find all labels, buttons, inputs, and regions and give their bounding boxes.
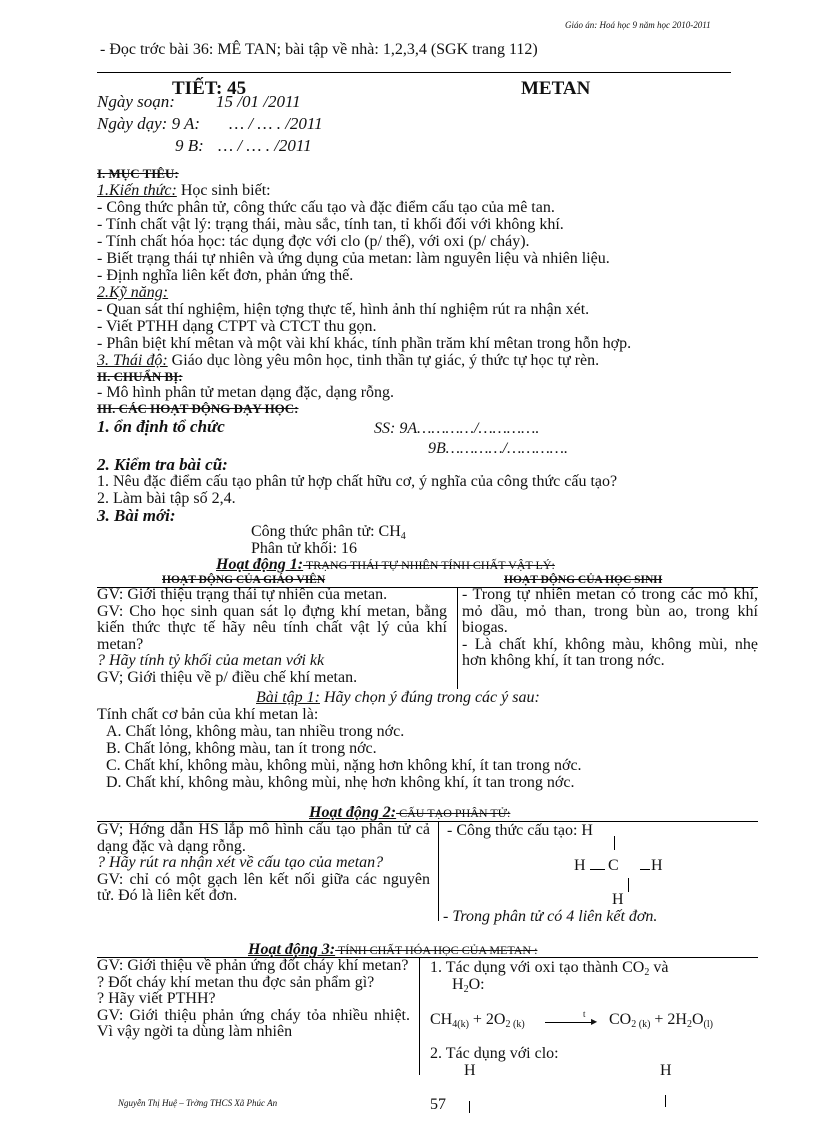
knowledge-line — [97, 182, 271, 199]
atom-c: C — [608, 857, 619, 874]
skills-label: 2.Kỹ năng: — [97, 284, 169, 301]
attendance-9a: SS: 9A…………/…………. — [374, 420, 540, 437]
activities-heading: III. CÁC HOẠT ĐỘNG DẠY HỌC: — [97, 401, 299, 416]
exercise1-option: A. Chất lỏng, không màu, tan nhiều trong nớc. — [106, 723, 405, 740]
activity1-teacher-cell — [97, 587, 447, 686]
reaction-arrow — [545, 1022, 595, 1023]
skills-item: - Phân biệt khí mêtan và một vài khí khác, tính phần trăm khí mêtan trong hỗn hợp. — [97, 335, 632, 352]
attitude-label: 3. Thái độ: — [97, 352, 168, 369]
atom-h: H — [574, 857, 586, 874]
teacher-line: GV; Giới thiệu về p/ điều chế khí metan. — [97, 668, 358, 686]
heat-symbol: t — [583, 1009, 586, 1019]
skills-item: - Quan sát thí nghiệm, hiện tợng thực tế, hình ảnh thí nghiệm rút ra nhận xét. — [97, 301, 590, 318]
knowledge-item: - Công thức phân tử, công thức cấu tạo và đặc điểm cấu tạo của mê tan. — [97, 199, 555, 216]
teacher-line: ? Hãy viết PTHH? — [97, 990, 216, 1007]
attendance-9b: 9B…………/…………. — [428, 440, 569, 457]
knowledge-item: - Tính chất hóa học: tác dụng đợc với clo (p/ thế), với oxi (p/ cháy). — [97, 233, 530, 250]
activity2-heading — [309, 804, 510, 822]
teacher-line: ? Hãy tính tỷ khối của metan với kk — [97, 652, 325, 669]
bond-line — [665, 1095, 666, 1107]
bond-line — [590, 869, 605, 870]
chlorine-reaction-title: 2. Tác dụng với clo: — [430, 1045, 559, 1062]
exercise1-label: Bài tập 1: — [256, 689, 320, 706]
activity1-heading — [216, 556, 555, 574]
teacher-line: ? Đốt cháy khí metan thu đợc sản phẩm gì? — [97, 973, 375, 991]
exercise1-prompt: Hãy chọn ý đúng trong các ý sau: — [320, 689, 540, 706]
column-divider — [457, 587, 458, 689]
oxygen-reaction-product: $H_2O$: — [452, 976, 485, 995]
attitude-text: Giáo dục lòng yêu môn học, tinh thần tự giác, ý thức tự học tự rèn. — [167, 352, 600, 369]
molecular-formula: Công thức phân tử: $CH_4$ — [251, 523, 406, 542]
bond-line — [640, 869, 650, 870]
bond-line — [628, 878, 629, 892]
objectives-heading: I. MỤC TIÊU: — [97, 166, 179, 181]
teach-date-9b: … / … . /2011 — [218, 136, 312, 155]
activity2-label: Hoạt động 2: — [309, 804, 397, 821]
period-number: TIẾT: 45 — [172, 78, 247, 99]
combustion-products: $CO_{2 (k)} + 2H_2O_{(l)}$ — [609, 1011, 713, 1030]
prep-date-label: Ngày soạn: — [97, 92, 175, 111]
exercise1-question: Tính chất cơ bản của khí metan là: — [97, 706, 319, 723]
activity3-title: TÍNH CHẤT HÓA HỌC CỦA METAN : — [335, 943, 538, 957]
prep-date: 15 /01 /2011 — [216, 92, 301, 111]
teacher-line: GV; Hớng dẫn HS lắp mô hình cấu tạo phân tử cả dạng đặc và dạng rỗng. — [97, 821, 430, 855]
section-organization: 1. ổn định tổ chức — [97, 417, 225, 436]
combustion-equation: $CH_{4(k)} + 2O_{2 (k)}$ — [430, 1011, 525, 1030]
knowledge-item: - Tính chất vật lý: trạng thái, màu sắc, tính tan, tỉ khối đối với không khí. — [97, 216, 564, 233]
review-question: 2. Làm bài tập số 2,4. — [97, 490, 236, 507]
teacher-line: GV: Giới thiệu về phản ứng đốt cháy khí metan? — [97, 957, 409, 974]
review-question: 1. Nêu đặc điểm cấu tạo phân tử hợp chất hữu cơ, ý nghĩa của công thức cấu tạo? — [97, 473, 618, 490]
activity3-label: Hoạt động 3: — [248, 941, 336, 958]
activity1-title: TRẠNG THÁI TỰ NHIÊN TÍNH CHẤT VẬT LÝ: — [303, 558, 555, 572]
knowledge-label: 1.Kiến thức: — [97, 182, 177, 199]
teacher-line: GV: chỉ có một gạch lên kết nối giữa các nguyên tử. Đó là liên kết đơn. — [97, 870, 430, 904]
teach-date-label: Ngày dạy: 9 A: — [97, 114, 201, 133]
student-column-header: HOẠT ĐỘNG CỦA HỌC SINH — [504, 574, 663, 586]
skills-item: - Viết PTHH dạng CTPT và CTCT thu gọn. — [97, 318, 377, 335]
bond-line — [614, 836, 615, 850]
activity2-teacher-cell — [97, 822, 430, 905]
column-divider — [419, 957, 420, 1075]
preparation-heading: II. CHUẨN BỊ: — [97, 369, 183, 384]
exercise1-heading — [256, 689, 540, 706]
activity3-teacher-cell — [97, 958, 410, 1041]
reading-assignment: - Đọc trớc bài 36: MÊ TAN; bài tập về nhà: 1,2,3,4 (SGK trang 112) — [100, 41, 538, 58]
teacher-line: GV: Cho học sinh quan sát lọ đựng khí metan, bằng kiến thức thực tế hãy nêu tính chất vật lý của khí metan? — [97, 602, 447, 653]
arrow-head: ▶ — [591, 1017, 598, 1026]
section-new-lesson: 3. Bài mới: — [97, 506, 176, 525]
lesson-title: METAN — [521, 78, 591, 99]
atom-h: H — [612, 891, 624, 908]
single-bond-note: - Trong phân tử có 4 liên kết đơn. — [443, 908, 658, 925]
activity2-title: CẤU TẠO PHÂN TỬ: — [396, 806, 511, 820]
knowledge-item: - Định nghĩa liên kết đơn, phản ứng thế. — [97, 267, 354, 284]
teacher-line: ? Hãy rút ra nhận xét về cấu tạo của metan? — [97, 854, 384, 871]
activity1-student-cell — [462, 587, 758, 670]
section-review: 2. Kiểm tra bài cũ: — [97, 455, 228, 474]
activity1-label: Hoạt động 1: — [216, 556, 304, 573]
structural-formula-label: - Công thức cấu tạo: H — [447, 822, 593, 839]
molecular-mass: Phân tử khối: 16 — [251, 540, 358, 557]
column-divider — [438, 821, 439, 921]
attitude-line — [97, 352, 599, 369]
atom-h: H — [660, 1062, 672, 1079]
teach-date-9b-label: 9 B: — [175, 136, 204, 155]
exercise1-option: C. Chất khí, không màu, không mùi, nặng hơn không khí, ít tan trong nớc. — [106, 757, 582, 774]
atom-h: H — [651, 857, 663, 874]
knowledge-intro: Học sinh biết: — [176, 182, 271, 199]
preparation-item: - Mô hình phân tử metan dạng đặc, dạng rỗng. — [97, 384, 395, 401]
bond-line — [469, 1101, 470, 1113]
header-note: Giáo án: Hoá học 9 năm học 2010-2011 — [565, 20, 711, 30]
header-divider — [97, 72, 731, 73]
teacher-line: GV: Giới thiệu trạng thái tự nhiên của metan. — [97, 586, 388, 603]
exercise1-option: B. Chất lỏng, không màu, tan ít trong nớc. — [106, 740, 377, 757]
knowledge-item: - Biết trạng thái tự nhiên và ứng dụng của metan: làm nguyên liệu và nhiên liệu. — [97, 250, 610, 267]
footer-author: Nguyễn Thị Huệ – Trờng THCS Xã Phúc An — [118, 1098, 278, 1108]
teach-date-9a: … / … . /2011 — [229, 114, 323, 133]
teacher-line: GV: Giới thiệu phản ứng cháy tỏa nhiều nhiệt. Vì vậy ngời ta dùng làm nhiên — [97, 1006, 410, 1040]
exercise1-option: D. Chất khí, không màu, không mùi, nhẹ hơn không khí, ít tan trong nớc. — [106, 774, 575, 791]
page-number: 57 — [430, 1096, 446, 1113]
student-line: - Là chất khí, không màu, không mùi, nhẹ hơn không khí, ít tan trong nớc. — [462, 635, 758, 669]
oxygen-reaction-title: 1. Tác dụng với oxi tạo thành $CO_2$ và — [430, 959, 669, 978]
atom-h: H — [464, 1062, 476, 1079]
student-line: - Trong tự nhiên metan có trong các mỏ khí, mỏ dầu, mỏ than, trong bùn ao, trong khí biogas. — [462, 586, 758, 636]
teacher-column-header: HOẠT ĐỘNG CỦA GIÁO VIÊN — [162, 574, 326, 586]
